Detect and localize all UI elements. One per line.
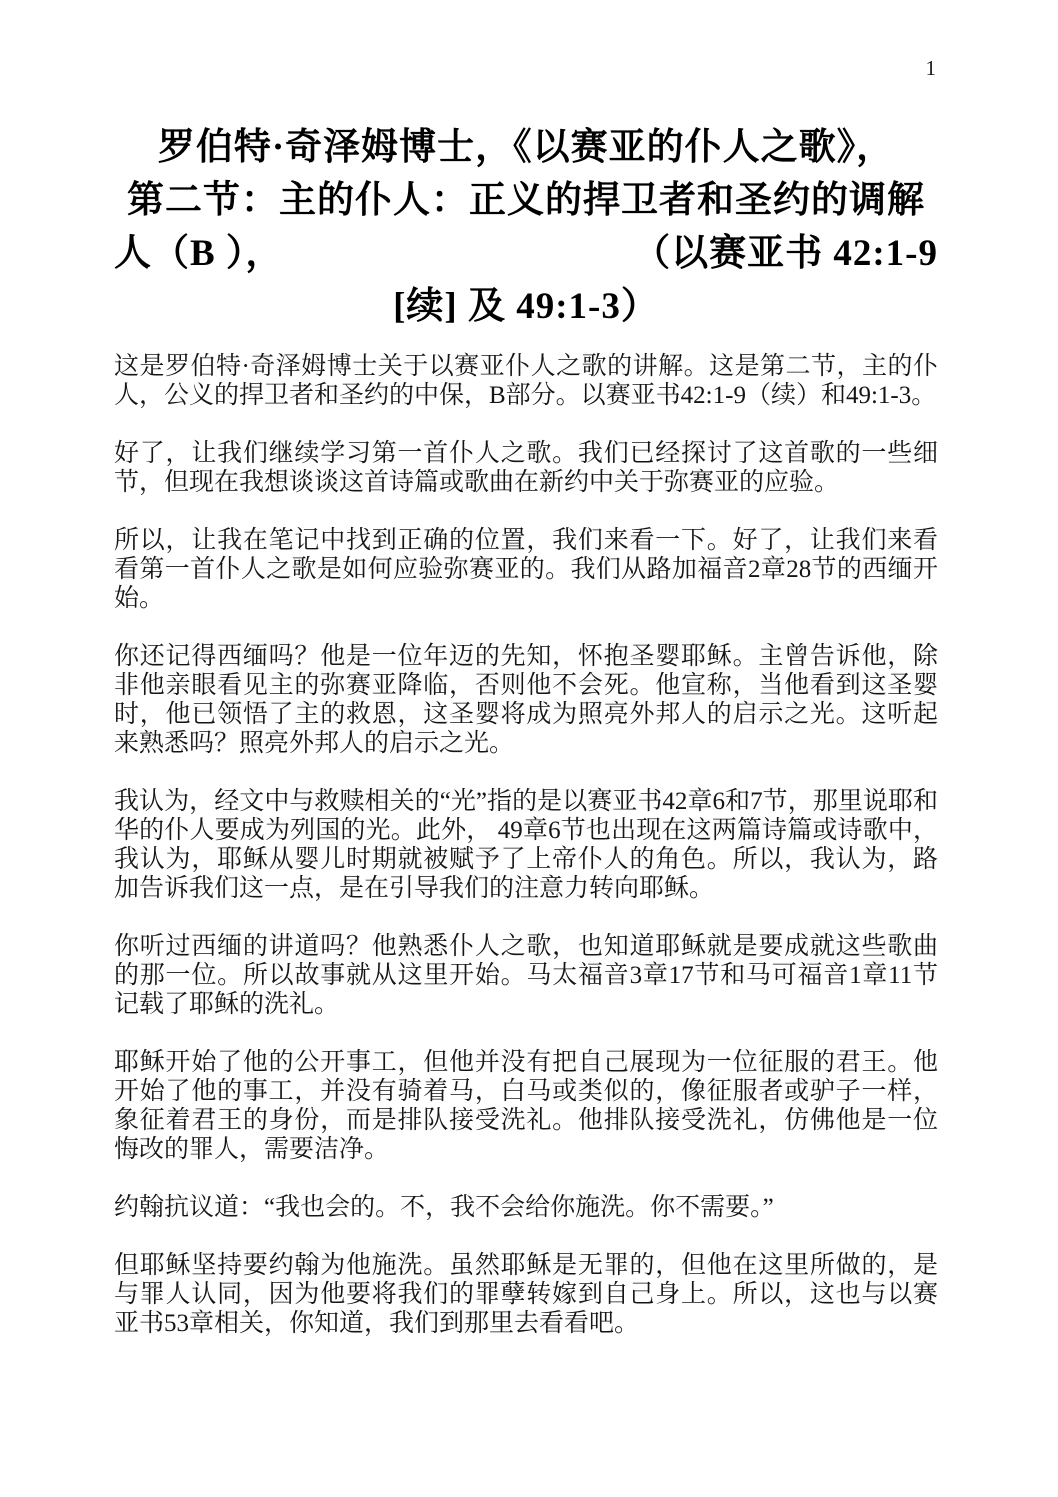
paragraph-jesus-ministry: 耶稣开始了他的公开事工，但他并没有把自己展现为一位征服的君王。他开始了他的事工，并没有骑着马，白马或类似的，像征服者或驴子一样，象征着君王的身份，而是排队接受洗礼。他排队接受洗礼，仿佛他是一位悔改的罪人，需要洁净。 xyxy=(114,1049,938,1163)
paragraph-simeon-sermon: 你听过西缅的讲道吗？他熟悉仆人之歌，也知道耶稣就是要成就这些歌曲的那一位。所以故事就从这里开始。马太福音3章17节和马可福音1章11节记载了耶稣的洗礼。 xyxy=(114,933,938,1018)
paragraph-intro: 这是罗伯特·奇泽姆博士关于以赛亚仆人之歌的讲解。这是第二节，主的仆人，公义的捍卫者和圣约的中保，B部分。以赛亚书42:1-9（续）和49:1-3。 xyxy=(114,353,938,409)
paragraph-simeon: 你还记得西缅吗？他是一位年迈的先知，怀抱圣婴耶稣。主曾告诉他，除非他亲眼看见主的弥赛亚降临，否则他不会死。他宣称，当他看到这圣婴时，他已领悟了主的救恩，这圣婴将成为照亮外邦人的启示之光。这听起来熟悉吗？照亮外邦人的启示之光。 xyxy=(114,643,938,757)
paragraph-jesus-insists: 但耶稣坚持要约翰为他施洗。虽然耶稣是无罪的，但他在这里所做的，是与罪人认同，因为他要将我们的罪孽转嫁到自己身上。所以，这也与以赛亚书53章相关，你知道，我们到那里去看看吧。 xyxy=(114,1252,938,1337)
title-line-3-left: 人（B ）， xyxy=(114,233,284,274)
title-line-2: 第二节：主的仆人：正义的捍卫者和圣约的调解 xyxy=(127,180,925,221)
paragraph-continue-study: 好了，让我们继续学习第一首仆人之歌。我们已经探讨了这首歌的一些细节，但现在我想谈谈这首诗篇或歌曲在新约中关于弥赛亚的应验。 xyxy=(114,440,938,496)
title-line-3-right: （以赛亚书 42:1-9 xyxy=(633,233,938,274)
title-line-3 xyxy=(114,227,938,280)
document-title xyxy=(114,121,938,333)
paragraph-john-protest: 约翰抗议道：“我也会的。不，我不会给你施洗。你不需要。” xyxy=(114,1194,774,1221)
paragraph-find-place-notes: 所以，让我在笔记中找到正确的位置，我们来看一下。好了，让我们来看看第一首仆人之歌是如何应验弥赛亚的。我们从路加福音2章28节的西缅开始。 xyxy=(114,527,938,612)
document-body xyxy=(114,352,938,1338)
page-content xyxy=(114,0,938,1367)
page-number: 1 xyxy=(925,56,936,80)
title-line-4: [续] 及 49:1-3） xyxy=(393,286,659,327)
paragraph-light-reference: 我认为，经文中与救赎相关的“光”指的是以赛亚书42章6和7节，那里说耶和华的仆人要成为列国的光。此外， 49章6节也出现在这两篇诗篇或诗歌中，我认为，耶稣从婴儿时期就被赋予了上帝仆人的角色。所以，我认为，路加告诉我们这一点，是在引导我们的注意力转向耶稣。 xyxy=(114,788,938,902)
title-line-1: 罗伯特·奇泽姆博士，《以赛亚的仆人之歌》， xyxy=(157,127,895,168)
